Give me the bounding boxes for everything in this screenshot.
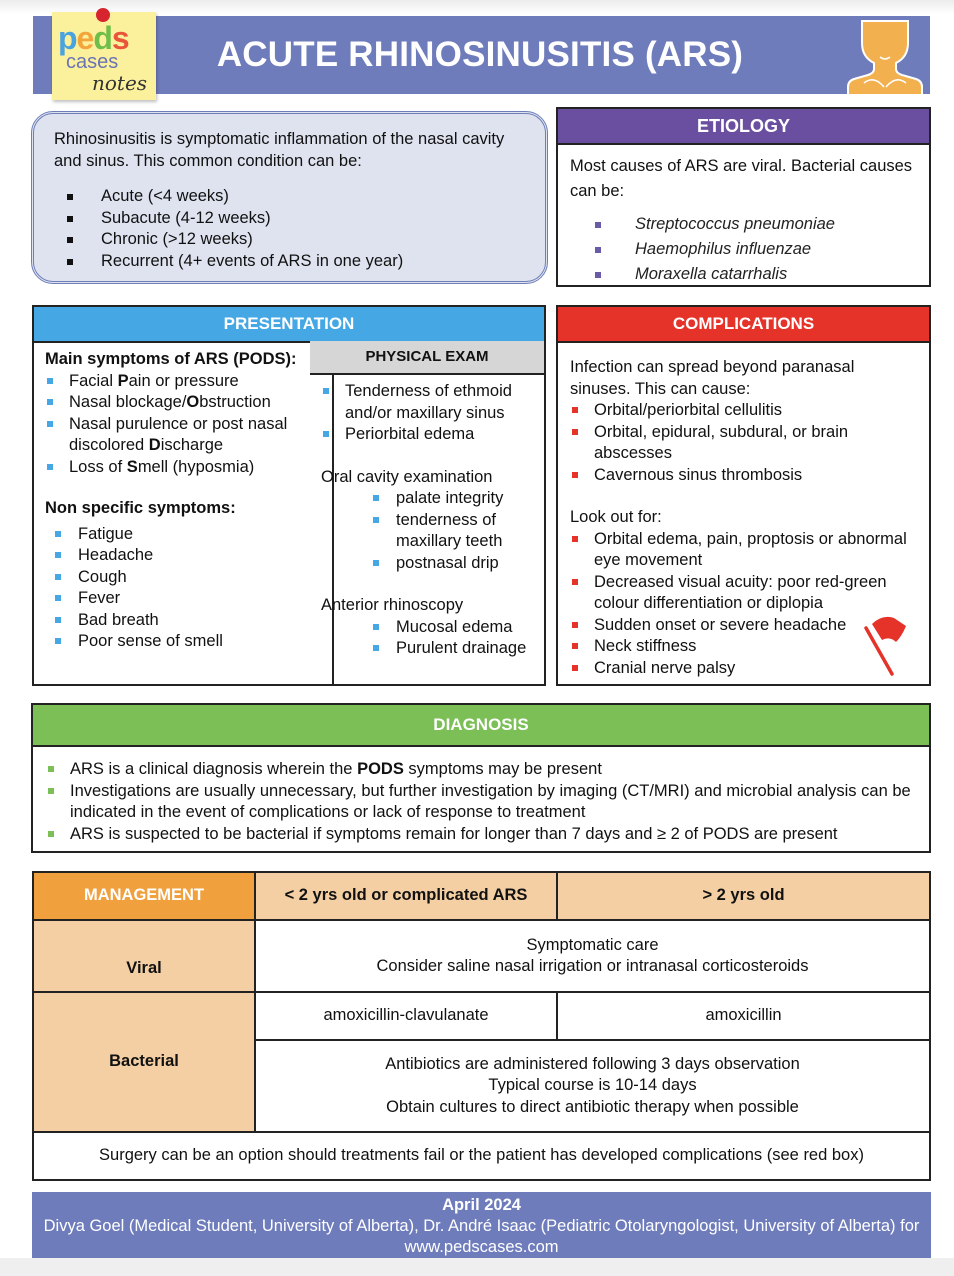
physical-exam-column bbox=[310, 341, 544, 684]
list-item: Nasal purulence or post nasal discolored Discharge bbox=[45, 414, 321, 457]
red-flag-icon bbox=[862, 612, 910, 676]
logo-notes-text: notes bbox=[92, 71, 148, 95]
list-item: Nasal blockage/Obstruction bbox=[45, 392, 321, 414]
definition-text: Rhinosinusitis is symptomatic inflammation of the nasal cavity and sinus. This common condition can be: bbox=[54, 130, 505, 170]
person-neck-icon bbox=[840, 17, 930, 95]
table-row-viral bbox=[33, 920, 930, 992]
rhinoscopy-list bbox=[321, 617, 533, 660]
column-header-over-2: > 2 yrs old bbox=[557, 872, 930, 920]
oral-exam-heading: Oral cavity examination bbox=[321, 467, 493, 486]
footer bbox=[32, 1192, 931, 1258]
exam-list bbox=[321, 381, 533, 446]
bacterial-notes-cell: Antibiotics are administered following 3 days observation Typical course is 10-14 days Obtain cultures to direct antibiotic therapy when possible bbox=[255, 1040, 930, 1132]
presentation-heading: PRESENTATION bbox=[34, 307, 544, 343]
list-item: Orbital, epidural, subdural, or brain abscesses bbox=[570, 422, 917, 465]
list-item: Subacute (4-12 weeks) bbox=[54, 208, 525, 230]
physical-exam-heading: PHYSICAL EXAM bbox=[310, 341, 544, 375]
list-item: palate integrity bbox=[321, 488, 533, 510]
presentation-section bbox=[32, 305, 546, 686]
list-item: ARS is a clinical diagnosis wherein the PODS symptoms may be present bbox=[45, 759, 917, 781]
pedscases-notes-logo bbox=[52, 12, 156, 100]
lookout-heading: Look out for: bbox=[570, 508, 662, 526]
list-item: Purulent drainage bbox=[321, 638, 533, 660]
list-item: Cough bbox=[45, 567, 321, 589]
footer-date: April 2024 bbox=[442, 1196, 521, 1214]
list-item: Investigations are usually unnecessary, but further investigation by imaging (CT/MRI) and microbial analysis can be indicated in the event of complications or lack of response to treatment bbox=[45, 781, 917, 824]
list-item: tenderness of maxillary teeth bbox=[321, 510, 533, 553]
page-title: ACUTE RHINOSINUSITIS (ARS) bbox=[216, 35, 744, 74]
surgery-note: Surgery can be an option should treatments fail or the patient has developed complications (see red box) bbox=[33, 1132, 930, 1180]
list-item: Bad breath bbox=[45, 610, 321, 632]
row-label-bacterial: Bacterial bbox=[33, 992, 255, 1132]
list-item: Headache bbox=[45, 545, 321, 567]
footer-credits: Divya Goel (Medical Student, University of Alberta), Dr. André Isaac (Pediatric Otolaryngologist, University of Alberta) for www.pedscases.com bbox=[43, 1217, 920, 1256]
list-item: Loss of Smell (hyposmia) bbox=[45, 457, 321, 479]
diagnosis-section bbox=[31, 703, 931, 853]
list-item: Recurrent (4+ events of ARS in one year) bbox=[54, 251, 525, 273]
list-item: Acute (<4 weeks) bbox=[54, 186, 525, 208]
list-item: Sudden onset or severe headache bbox=[570, 615, 917, 637]
complications-list bbox=[570, 400, 917, 486]
main-symptoms-heading: Main symptoms of ARS (PODS): bbox=[45, 350, 297, 368]
page-bottom-shade bbox=[0, 1258, 954, 1276]
oral-exam-list bbox=[321, 488, 533, 574]
ars-types-list bbox=[54, 186, 525, 272]
diagnosis-heading: DIAGNOSIS bbox=[33, 705, 929, 747]
table-header-row bbox=[33, 872, 930, 920]
nonspecific-list bbox=[45, 524, 321, 653]
complications-heading: COMPLICATIONS bbox=[558, 307, 929, 343]
viral-management-cell: Symptomatic care Consider saline nasal irrigation or intranasal corticosteroids bbox=[255, 920, 930, 992]
etiology-heading: ETIOLOGY bbox=[558, 109, 929, 145]
table-row-surgery bbox=[33, 1132, 930, 1180]
drug-over-2: amoxicillin bbox=[557, 992, 930, 1040]
list-item: postnasal drip bbox=[321, 553, 533, 575]
logo-cases-text: cases bbox=[66, 51, 119, 73]
list-item: ARS is suspected to be bacterial if symptoms remain for longer than 7 days and ≥ 2 of PODS are present bbox=[45, 824, 917, 846]
list-item: Fever bbox=[45, 588, 321, 610]
list-item: Tenderness of ethmoid and/or maxillary sinus bbox=[321, 381, 533, 424]
list-item: Decreased visual acuity: poor red-green colour differentiation or diplopia bbox=[570, 572, 917, 615]
definition-box bbox=[31, 111, 548, 284]
column-header-under-2: < 2 yrs old or complicated ARS bbox=[255, 872, 557, 920]
rhinoscopy-heading: Anterior rhinoscopy bbox=[321, 596, 464, 614]
list-item: Mucosal edema bbox=[321, 617, 533, 639]
list-item: Haemophilus influenzae bbox=[570, 237, 917, 262]
list-item: Poor sense of smell bbox=[45, 631, 321, 653]
list-item: Orbital edema, pain, proptosis or abnormal eye movement bbox=[570, 529, 917, 572]
list-item: Fatigue bbox=[45, 524, 321, 546]
list-item: Cranial nerve palsy bbox=[570, 658, 917, 680]
diagnosis-list bbox=[45, 759, 917, 845]
logo-peds-text: peds bbox=[58, 20, 129, 56]
list-item: Facial Pain or pressure bbox=[45, 371, 321, 393]
list-item: Streptococcus pneumoniae bbox=[570, 212, 917, 237]
pods-list bbox=[45, 371, 321, 479]
symptoms-column bbox=[34, 341, 334, 684]
list-item: Orbital/periorbital cellulitis bbox=[570, 400, 917, 422]
table-row-bacterial-drug bbox=[33, 992, 930, 1040]
complications-text: Infection can spread beyond paranasal sinuses. This can cause: bbox=[570, 358, 855, 398]
list-item: Chronic (>12 weeks) bbox=[54, 229, 525, 251]
list-item: Moraxella catarrhalis bbox=[570, 262, 917, 287]
management-heading: MANAGEMENT bbox=[33, 872, 255, 920]
row-label-viral: Viral bbox=[33, 920, 255, 992]
list-item: Neck stiffness bbox=[570, 636, 917, 658]
list-item: Cavernous sinus thrombosis bbox=[570, 465, 917, 487]
drug-under-2: amoxicillin-clavulanate bbox=[255, 992, 557, 1040]
etiology-section bbox=[556, 107, 931, 287]
etiology-text: Most causes of ARS are viral. Bacterial causes can be: bbox=[570, 157, 913, 200]
list-item: Periorbital edema bbox=[321, 424, 533, 446]
etiology-list bbox=[570, 212, 917, 287]
nonspecific-heading: Non specific symptoms: bbox=[45, 499, 236, 517]
management-table bbox=[32, 871, 931, 1181]
